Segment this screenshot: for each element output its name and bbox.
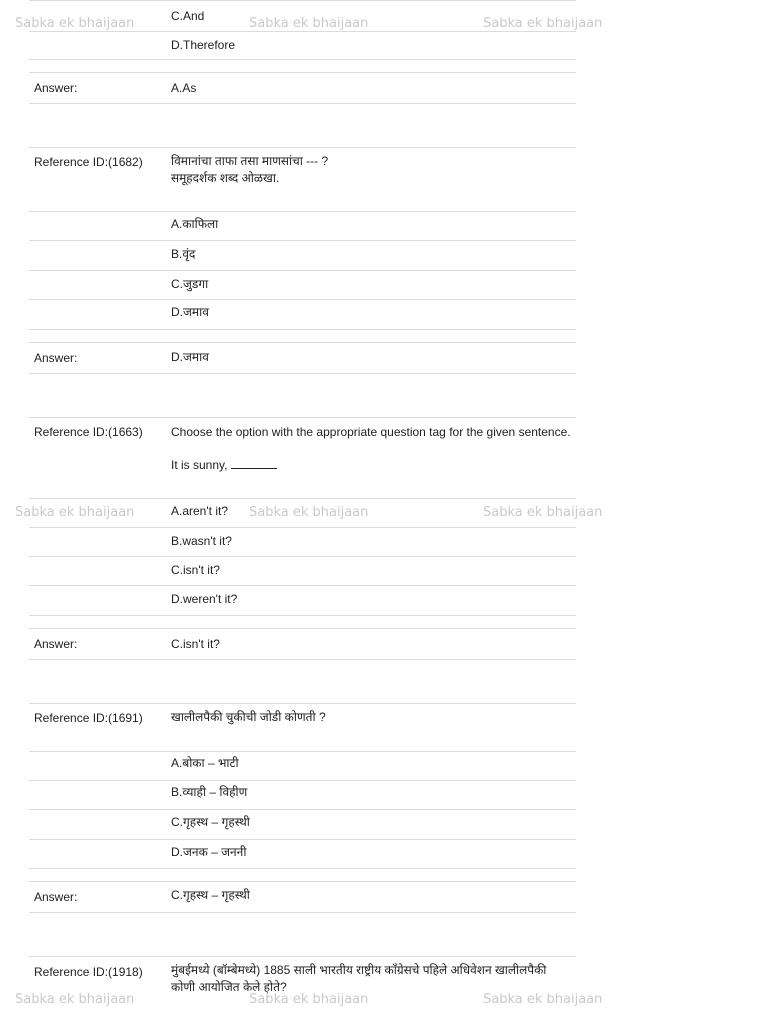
answer-value: D.जमाव [171,350,209,364]
option-text: D.weren't it? [171,592,238,606]
question-text-line2: समूहदर्शक शब्द ओळखा. [171,171,280,185]
blank-line [231,467,277,469]
option-row [29,556,576,586]
question-text: Choose the option with the appropriate question tag for the given sentence. [171,425,571,439]
option-text: D.Therefore [171,38,236,52]
option-row [29,527,576,557]
option-text: C.isn't it? [171,563,220,577]
watermark: Sabka ek bhaijaan [483,505,603,520]
watermark: Sabka ek bhaijaan [249,505,369,520]
watermark: Sabka ek bhaijaan [15,992,135,1007]
option-text: B.wasn't it? [171,534,232,548]
option-row [29,299,576,330]
watermark: Sabka ek bhaijaan [15,505,135,520]
question-text: विमानांचा ताफा तसा माणसांचा --- ? [171,154,329,168]
option-row [29,750,576,781]
option-text: A.काफिला [171,217,219,231]
answer-value: C.गृहस्थ – गृहस्थी [171,888,250,902]
answer-value: C.isn't it? [171,637,220,651]
option-row [29,809,576,840]
option-text: D.जनक – जननी [171,845,247,859]
answer-row [29,72,576,104]
answer-label: Answer: [34,890,78,904]
option-row [29,839,576,869]
question-row [29,147,576,212]
question-row [29,956,576,1025]
question-text: मुंबईमध्ये (बॉम्बेमध्ये) 1885 साली भारतीय राष्ट्रीय काँग्रेसचे पहिले अधिवेशन खालीलपैकी [171,963,547,977]
watermark: Sabka ek bhaijaan [483,16,603,31]
option-text: B.व्याही – विहीण [171,785,248,799]
answer-label: Answer: [34,351,78,365]
option-row [29,780,576,810]
question-row [29,417,576,499]
option-text: B.वृंद [171,247,196,261]
question-text-line2: कोणी आयोजित केले होते? [171,980,287,994]
option-text: A.aren't it? [171,504,228,518]
answer-row [29,628,576,660]
answer-row [29,342,576,374]
reference-id: Reference ID:(1663) [34,425,143,439]
option-text: A.बोका – भाटी [171,756,239,770]
answer-value: A.As [171,81,197,95]
answer-row [29,881,576,913]
option-text: C.जुडगा [171,277,209,291]
option-row [29,210,576,241]
question-text: खालीलपैकी चुकीची जोडी कोणती ? [171,710,326,724]
option-text: D.जमाव [171,305,209,319]
watermark: Sabka ek bhaijaan [249,16,369,31]
question-row [29,703,576,752]
reference-id: Reference ID:(1682) [34,155,143,169]
answer-label: Answer: [34,637,78,651]
reference-id: Reference ID:(1918) [34,965,143,979]
option-row [29,240,576,271]
option-text: C.And [171,9,205,23]
question-sentence: It is sunny, [171,457,571,473]
watermark: Sabka ek bhaijaan [249,992,369,1007]
reference-id: Reference ID:(1691) [34,711,143,725]
watermark: Sabka ek bhaijaan [483,992,603,1007]
option-row [29,30,576,60]
option-text: C.गृहस्थ – गृहस्थी [171,815,250,829]
option-row [29,270,576,300]
watermark: Sabka ek bhaijaan [15,16,135,31]
answer-label: Answer: [34,81,78,95]
option-row [29,585,576,616]
